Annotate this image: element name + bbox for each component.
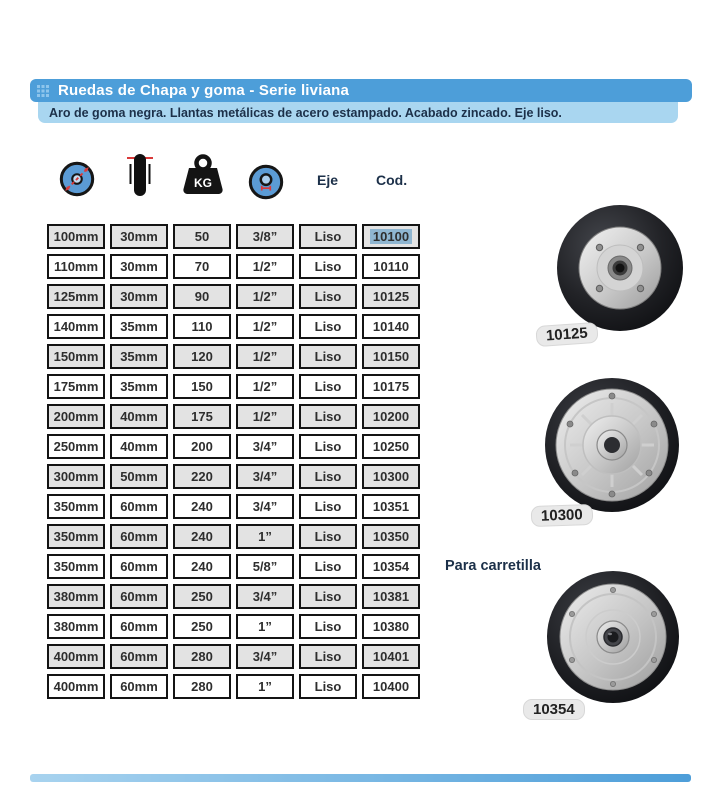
spec-table (42, 219, 425, 704)
table-cell: 220 (173, 464, 231, 489)
photo-caption-10125: 10125 (535, 322, 598, 347)
table-row (47, 374, 420, 399)
table-cell: 60mm (110, 644, 168, 669)
table-cell: Liso (299, 434, 357, 459)
wheel-diameter-icon (58, 160, 96, 198)
table-cell: 10400 (362, 674, 420, 699)
table-cell: 70 (173, 254, 231, 279)
table-cell: Liso (299, 674, 357, 699)
table-cell: 50mm (110, 464, 168, 489)
table-cell: 380mm (47, 584, 105, 609)
column-header-eje: Eje (317, 172, 339, 188)
kg-load-icon (180, 154, 226, 198)
table-cell: 3/8” (236, 224, 294, 249)
table-cell: 60mm (110, 584, 168, 609)
table-cell: 10350 (362, 524, 420, 549)
page-subtitle: Aro de goma negra. Llantas metálicas de acero estampado. Acabado zincado. Eje liso. (49, 106, 562, 120)
table-cell: 50 (173, 224, 231, 249)
table-cell: 10380 (362, 614, 420, 639)
table-cell: Liso (299, 314, 357, 339)
table-cell: 60mm (110, 674, 168, 699)
table-row (47, 224, 420, 249)
table-cell: 350mm (47, 524, 105, 549)
table-cell: 240 (173, 554, 231, 579)
table-cell: 5/8” (236, 554, 294, 579)
table-cell: 250 (173, 584, 231, 609)
table-cell: 200 (173, 434, 231, 459)
table-cell: Liso (299, 494, 357, 519)
table-row (47, 554, 420, 579)
photo-caption-10354: 10354 (523, 699, 585, 720)
table-row (47, 524, 420, 549)
table-cell: 240 (173, 494, 231, 519)
table-cell: 1/2” (236, 284, 294, 309)
table-cell: 35mm (110, 374, 168, 399)
table-cell: 10351 (362, 494, 420, 519)
table-cell: 10175 (362, 374, 420, 399)
column-header-cod: Cod. (376, 172, 408, 188)
table-cell: 60mm (110, 524, 168, 549)
table-cell: Liso (299, 614, 357, 639)
table-cell: 1/2” (236, 314, 294, 339)
wheel-bore-icon (247, 163, 285, 201)
table-cell: 400mm (47, 674, 105, 699)
table-cell: 3/4” (236, 434, 294, 459)
page-title: Ruedas de Chapa y goma - Serie liviana (58, 82, 350, 99)
table-cell: 60mm (110, 614, 168, 639)
table-cell: 250 (173, 614, 231, 639)
wheel-width-icon (127, 151, 153, 199)
table-cell: 1/2” (236, 254, 294, 279)
table-row (47, 494, 420, 519)
table-cell: 35mm (110, 314, 168, 339)
table-cell: 35mm (110, 344, 168, 369)
table-row (47, 344, 420, 369)
table-cell: 10200 (362, 404, 420, 429)
table-cell: 10150 (362, 344, 420, 369)
table-row (47, 254, 420, 279)
table-cell: 10381 (362, 584, 420, 609)
table-cell: 1” (236, 524, 294, 549)
table-cell: 1” (236, 614, 294, 639)
wheel-photo-10300 (537, 371, 687, 521)
table-cell: 280 (173, 644, 231, 669)
table-cell: Liso (299, 254, 357, 279)
table-cell: Liso (299, 644, 357, 669)
table-row (47, 644, 420, 669)
table-cell: 250mm (47, 434, 105, 459)
table-row (47, 434, 420, 459)
table-cell: 10125 (362, 284, 420, 309)
table-cell: 10250 (362, 434, 420, 459)
table-cell: 100mm (47, 224, 105, 249)
table-cell: Liso (299, 464, 357, 489)
photo-caption-10300: 10300 (531, 504, 593, 527)
table-cell: 30mm (110, 284, 168, 309)
table-cell: Liso (299, 404, 357, 429)
table-cell: 1/2” (236, 344, 294, 369)
table-cell: 3/4” (236, 644, 294, 669)
section-subtitle-bar (38, 101, 678, 123)
table-row (47, 614, 420, 639)
selected-code[interactable]: 10100 (370, 229, 412, 244)
table-cell: 3/4” (236, 494, 294, 519)
table-row (47, 674, 420, 699)
table-cell: 10300 (362, 464, 420, 489)
table-cell (362, 224, 420, 249)
table-cell: 10354 (362, 554, 420, 579)
table-cell: 10401 (362, 644, 420, 669)
section-title-bar (30, 79, 692, 102)
table-cell: 1/2” (236, 374, 294, 399)
table-cell: 150mm (47, 344, 105, 369)
table-row (47, 464, 420, 489)
grid-dots-icon (37, 85, 49, 97)
table-cell: 30mm (110, 254, 168, 279)
table-cell: 60mm (110, 554, 168, 579)
table-cell: 240 (173, 524, 231, 549)
table-cell: 30mm (110, 224, 168, 249)
table-cell: 110mm (47, 254, 105, 279)
table-cell: 10140 (362, 314, 420, 339)
table-cell: Liso (299, 224, 357, 249)
table-row (47, 584, 420, 609)
table-cell: 1” (236, 674, 294, 699)
table-cell: 200mm (47, 404, 105, 429)
table-cell: Liso (299, 284, 357, 309)
table-cell: Liso (299, 524, 357, 549)
table-cell: 280 (173, 674, 231, 699)
table-cell: 300mm (47, 464, 105, 489)
table-row (47, 314, 420, 339)
table-cell: 150 (173, 374, 231, 399)
table-cell: 40mm (110, 404, 168, 429)
wheelbarrow-note: Para carretilla (445, 558, 541, 574)
table-cell: 40mm (110, 434, 168, 459)
table-cell: Liso (299, 374, 357, 399)
table-cell: 400mm (47, 644, 105, 669)
table-cell: 60mm (110, 494, 168, 519)
table-cell: 10110 (362, 254, 420, 279)
table-cell: 380mm (47, 614, 105, 639)
table-cell: Liso (299, 554, 357, 579)
table-cell: 125mm (47, 284, 105, 309)
table-row (47, 404, 420, 429)
table-cell: 3/4” (236, 584, 294, 609)
table-cell: 110 (173, 314, 231, 339)
table-cell: 1/2” (236, 404, 294, 429)
table-cell: Liso (299, 344, 357, 369)
footer-rule (30, 774, 691, 782)
table-cell: 350mm (47, 554, 105, 579)
table-row (47, 284, 420, 309)
table-cell: 90 (173, 284, 231, 309)
kg-icon-label: KG (194, 176, 212, 190)
table-cell: 140mm (47, 314, 105, 339)
table-cell: Liso (299, 584, 357, 609)
table-cell: 175 (173, 404, 231, 429)
table-cell: 120 (173, 344, 231, 369)
wheel-photo-10354 (535, 565, 691, 710)
table-cell: 175mm (47, 374, 105, 399)
wheel-photo-10125 (544, 194, 696, 342)
table-cell: 3/4” (236, 464, 294, 489)
table-cell: 350mm (47, 494, 105, 519)
